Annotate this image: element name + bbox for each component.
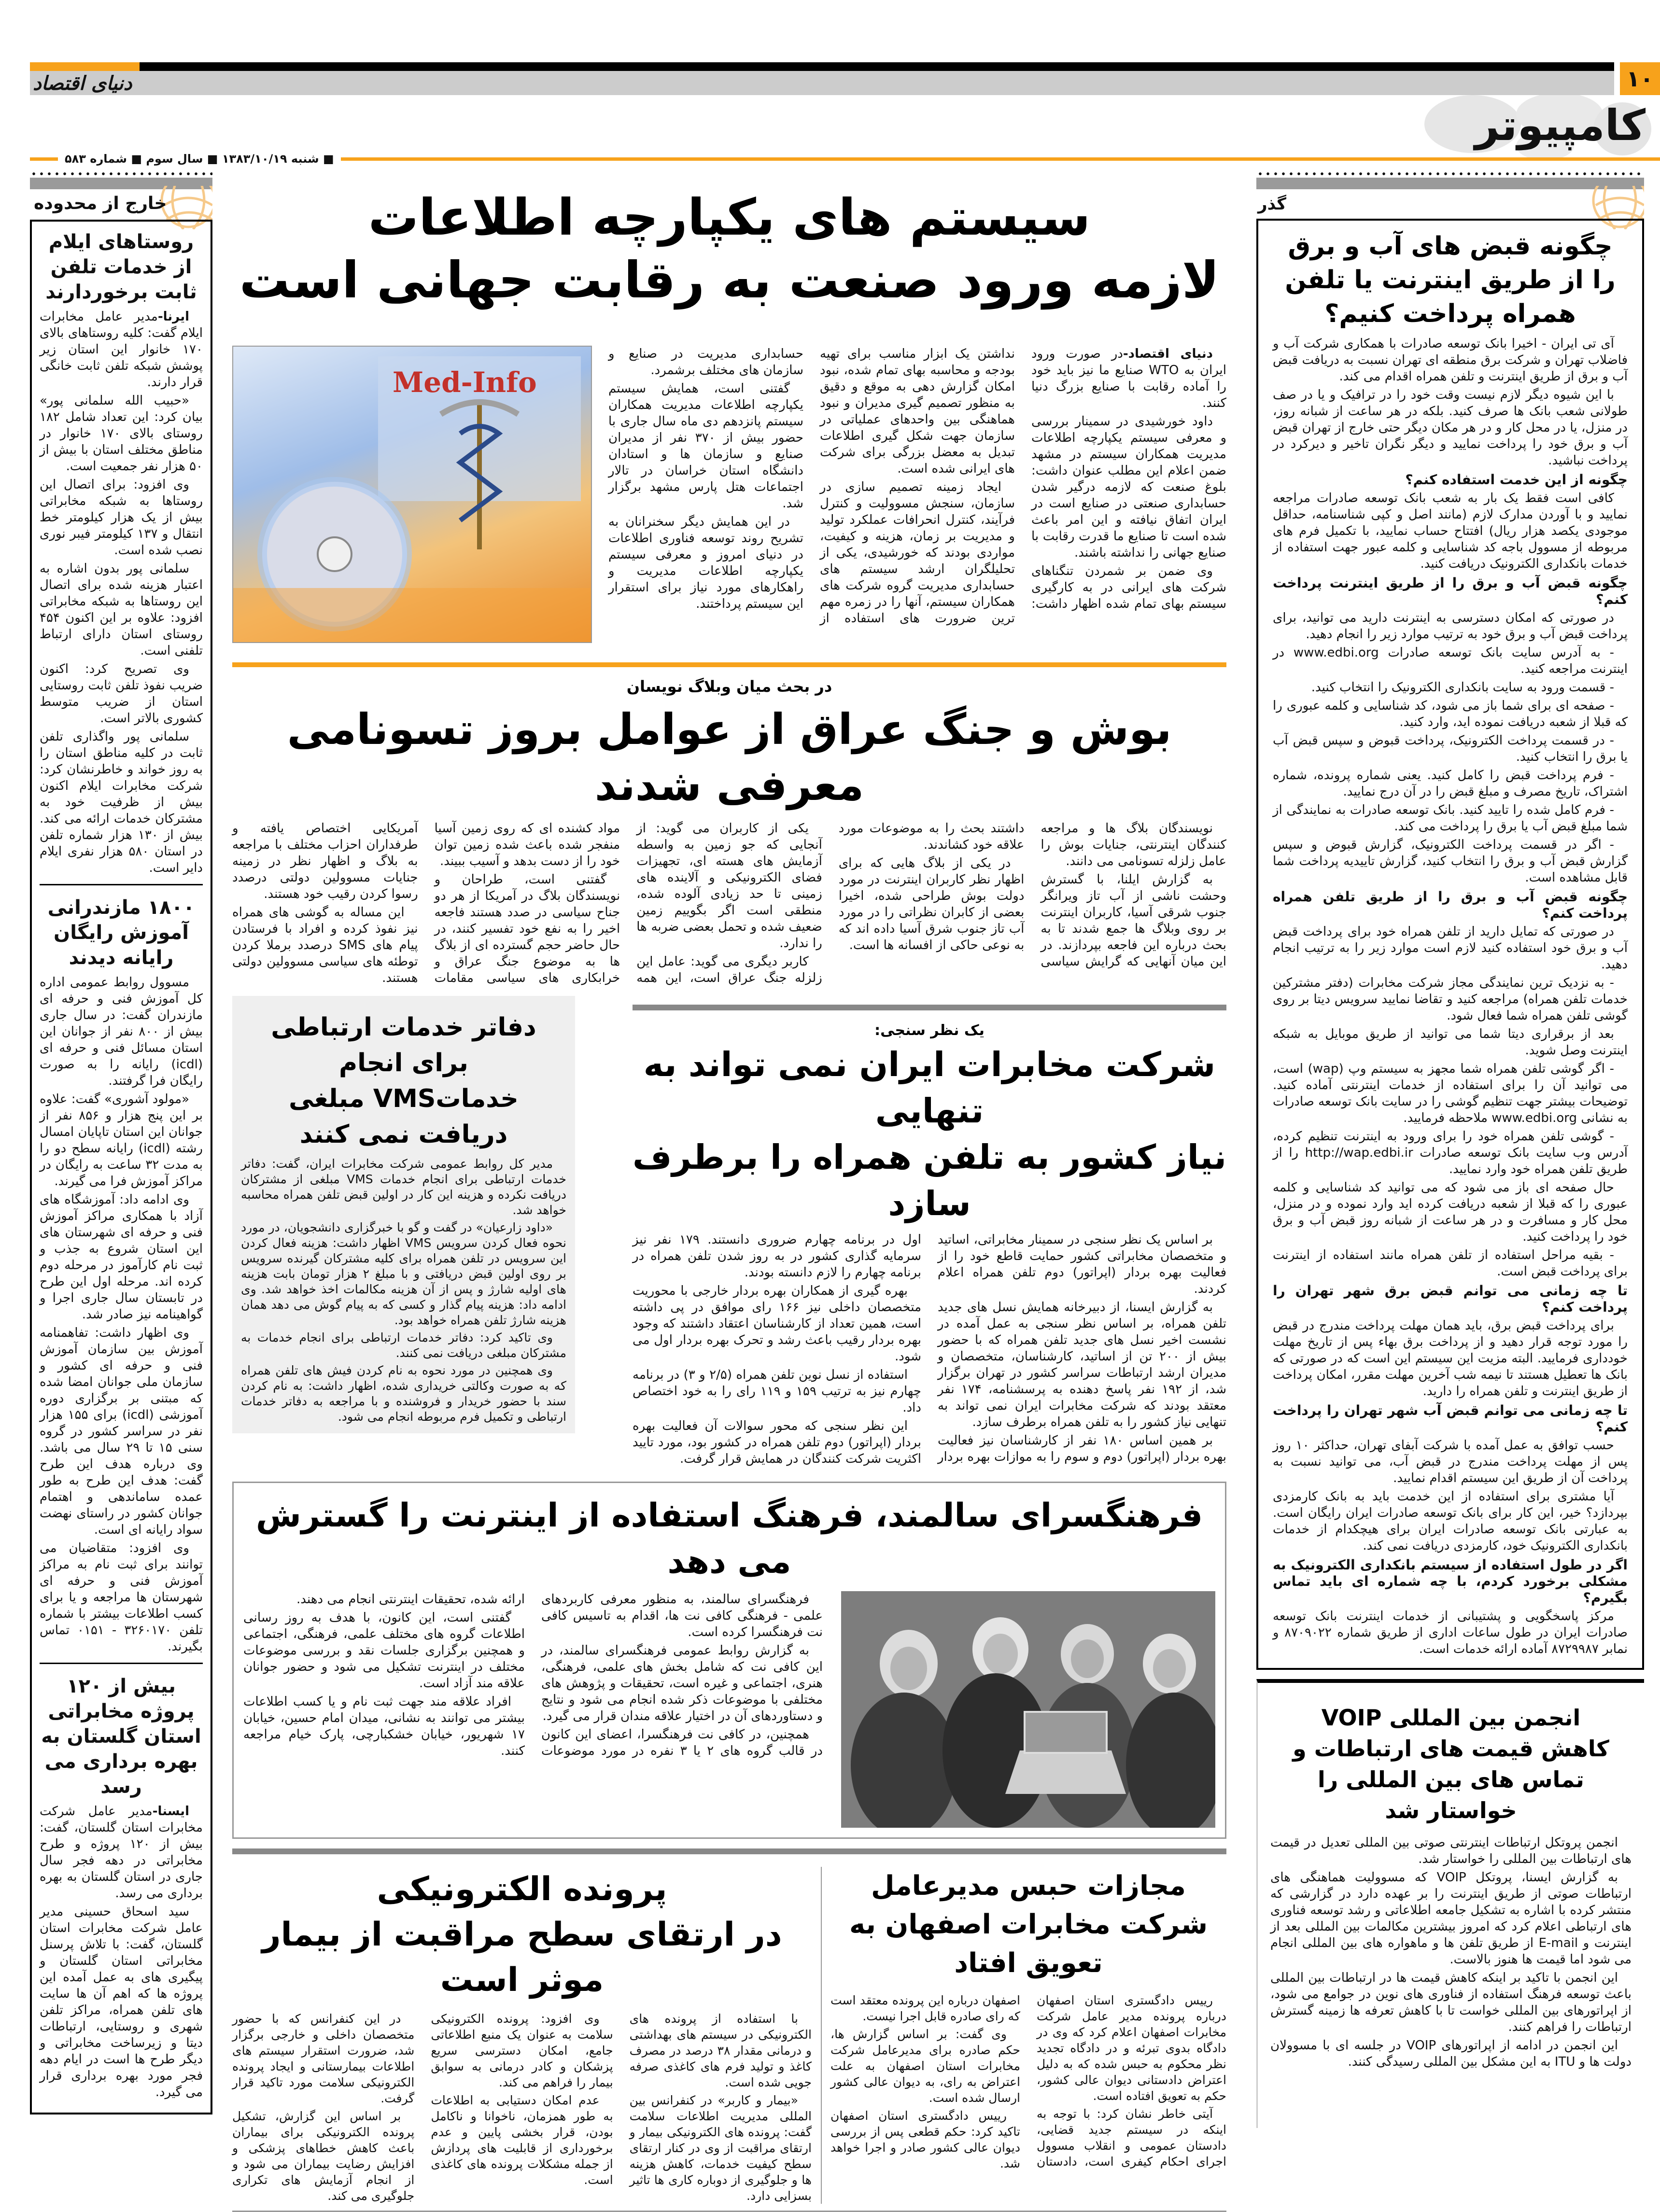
subheading [1273, 472, 1628, 488]
right-column-dotted-rule [1256, 172, 1644, 176]
isfahan-headline-line2: شرکت مخابرات اصفهان به تعویق افتاد [849, 1909, 1208, 1979]
paragraph-text: - به آدرس سایت بانک توسعه صادرات www.edbi.org در اینترنت مراجعه کنید. [1273, 645, 1628, 676]
paragraph-text: در یکی از بلاگ هایی که برای اظهار نظر کاربران اینترنت در مورد دولت بوش طراحی شده، اخیرا بعضی از کابران نظراتی را در مورد آب تاز جنوب شرق آسیا داده اند که به نوعی حاکی از افسانه ها است. [838, 856, 1025, 952]
paragraph-text: سلمانی پور بدون اشاره به اعتبار هزینه شده برای اتصال این روستاها به شبکه مخابراتی افزود: علاوه بر این اکنون ۴۵۴ روستای استان دارای ارتباط تلفنی است. [40, 561, 203, 658]
paragraph [40, 1803, 203, 1902]
paragraph [1273, 610, 1628, 643]
sidebar-story [40, 884, 203, 1655]
subheading [1273, 1283, 1628, 1316]
paragraph-text: بر اساس این گزارش، تشکیل پرونده الکترونیکی برای بیماران باعث کاهش خطاهای پزشکی و افزایش رضایت بیماران می شود و از انجام آزمایش های تکراری جلوگیری می کند. [232, 2109, 415, 2203]
paragraph-text: - در قسمت پرداخت الکترونیک، پرداخت قبوض و سپس قبض آب یا برق را انتخاب کنید. [1273, 733, 1628, 764]
paragraph [1273, 837, 1628, 886]
seniors-photo [841, 1591, 1215, 1828]
paragraph-text: رییس دادگستری استان اصفهان تاکید کرد: حکم قطعی پس از بررسی دیوان عالی کشور صادر و اجرا خواهد شد. [830, 2109, 1020, 2170]
paragraph-text: رییس دادگستری استان اصفهان درباره پرونده مدیر عامل شرکت مخابرات اصفهان اعلام کرد که وی در دادگاه بدوی تبرئه و در دادگاه تجدید نظر محکوم به حبس شده که به دلیل اعتراض دادستانی دیوان عالی کشور، حکم به تعویق افتاده است. [1037, 1993, 1226, 2103]
seniors-headline: فرهنگسرای سالمند، فرهنگ استفاده از اینترنت را گسترش می دهد [255, 1497, 1203, 1581]
subheading [1273, 1557, 1628, 1606]
poll-headline-line1: شرکت مخابرات ایران نمی تواند به تنهایی [643, 1045, 1216, 1131]
isfahan-headline-line1: مجازات حبس مدیرعامل [871, 1870, 1186, 1902]
paragraph-text: آیا مشتری برای استفاده از این خدمت باید به بانک کارمزدی بپردازد؟ خیر، این کار برای بانک توسعه صادرات ایران رایگان است. به عبارتی بانک توسعه صادرات ایران برای هیچکدام از خدمات بانکداری الکترونیک خود، کارمزدی دریافت نمی کند. [1273, 1489, 1628, 1553]
paragraph-text: در صورتی که امکان دسترسی به اینترنت دارید می توانید، برای پرداخت قبض آب و برق خود به ترتیب موارد زیر را انجام دهید. [1273, 611, 1628, 642]
paragraph-text: همچنین، در کافی نت فرهنگسرا، اعضای این کانون در قالب گروه های ۲ یا ۳ نفره در مورد موضوعات ارائه شده، تحقیقات اینترنتی انجام می دهند. [296, 1592, 823, 1758]
paragraph [40, 974, 203, 1089]
paragraph-text: آی تی ایران - اخیرا بانک توسعه صادرات با همکاری شرکت آب و فاضلاب تهران و شرکت برق منطقه ای تهران نسبت به دریافت قبض آب و برق از طریق اینترنت و تلفن همراه اقدام می کند. [1273, 336, 1628, 384]
isfahan-article [830, 1867, 1226, 2204]
paragraph [40, 1325, 203, 1538]
paragraph [1273, 1128, 1628, 1177]
main-story-row [232, 346, 1226, 643]
paragraph [1273, 698, 1628, 730]
paragraph [40, 476, 203, 559]
paragraph-text: در صورتی که تمایل دارید از تلفن همراه خود برای پرداخت قبض آب و برق خود استفاده کنید لازم است موارد زیر را به ترتیب انجام دهید. [1273, 924, 1628, 972]
paragraph [1273, 1061, 1628, 1126]
blog-body [232, 820, 1226, 986]
paragraph-text: «حبیب الله سلمانی پور» بیان کرد: این تعداد شامل ۱۸۲ روستای بالای ۱۷۰ خانوار در مناطق مختلف استان با بیش از ۵۰ هزار نفر جمعیت است. [40, 393, 203, 474]
paragraph [232, 2108, 414, 2204]
paragraph-text: وی افزود: برای اتصال این روستاها به شبکه مخابراتی بیش از یک هزار کیلومتر خط انتقال و ۱۳۷ کیلومتر فیبر نوری نصب شده است. [40, 477, 203, 558]
paragraph [633, 1418, 921, 1467]
paragraph-text: کاربر دیگری می گوید: عامل این زلزله جنگ عراق است، این همه مواد کشنده ای که روی زمین آسیا منفجر شده باعث شده زمین توان خود را از دست بدهد و آسیب ببیند. [434, 821, 822, 985]
main-headline-line2: لازمه ورود صنعت به رقابت جهانی است [239, 251, 1220, 309]
column-divider [821, 1867, 822, 2204]
voip-headline-line1: انجمن بین المللی VOIP [1321, 1705, 1581, 1731]
seniors-article-frame [232, 1482, 1226, 1839]
paragraph-text: «بیمار و کاربر» در کنفرانس بین المللی مدیریت اطلاعات سلامت گفت: پرونده های الکترونیکی بیمار و ارتقای مراقبت از وی در کنار ارتقای سطح کیفیت خدمات، کاهش هزینه ها و جلوگیری از دوباره کاری ها تاثیر بسزایی دارد. [629, 2093, 812, 2203]
paragraph-text: وی اظهار داشت: تفاهمنامه آموزش بین سازمان آموزش فنی و حرفه ای کشور و سازمان ملی جوانان امضا شده که مبتنی بر برگزاری دوره آموزشی (icdl) برای ۱۵۵ هزار نفر در سراسر کشور در گروه سنی ۱۵ تا ۲۹ سال می باشد. وی درباره هدف این طرح گفت: هدف این طرح به طور عمده ساماندهی و اهتمام جوانان کشور در راستای نهضت سواد رایانه ای است. [40, 1326, 203, 1537]
paragraph [938, 1299, 1226, 1430]
ehealth-body [232, 2011, 812, 2204]
sidebar-story-body [40, 1803, 203, 2100]
voip-body [1270, 1834, 1632, 2070]
paragraph-text: وی همچنین در مورد نحوه به نام کردن فیش های تلفن همراه که به صورت وکالتی خریداری شده، اظهار داشت: به نام کردن سند با حضور خریدار و فروشنده و با مراجعه به دفاتر خدمات ارتباطی و تکمیل فرم مربوطه انجام می شود. [241, 1363, 566, 1424]
paragraph [1273, 1488, 1628, 1554]
paragraph [241, 1220, 566, 1328]
paragraph [630, 2092, 812, 2204]
paragraph [1273, 490, 1628, 572]
paragraph [1273, 802, 1628, 835]
seniors-at-laptop-photo [841, 1591, 1215, 1828]
poll-headline-line2: نیاز کشور به تلفن همراه را برطرف سازد [633, 1137, 1226, 1223]
paragraph-text: وی تصریح کرد: اکنون ضریب نفوذ تلفن ثابت روستایی استان از ضریب متوسط کشوری بالاتر است. [40, 662, 203, 726]
sidebar-story [40, 229, 203, 876]
voip-article [1256, 1679, 1644, 2128]
paragraph [241, 1156, 566, 1218]
paragraph [1273, 1247, 1628, 1280]
vms-poll-row [232, 996, 1226, 1467]
paragraph-text: آیتی خاطر نشان کرد: با توجه به اینکه در سیستم جدید قضایی، دادستان عمومی و انقلاب مسوول اجرای احکام کیفری است، دادستان اصفهان درباره این پرونده معتقد است که رای صادره قابل اجرا نیست. [830, 1993, 1226, 2169]
paragraph-text: بر اساس یک نظر سنجی در سمینار مخابراتی، اساتید و متخصصان مخابراتی کشور حمایت قاطع خود را از فعالیت بهره بردار (اپراتور) دوم تلفن همراه اعلام کردند. [938, 1232, 1226, 1296]
section-title: کامپیوتر [1475, 100, 1646, 150]
paragraph-text: چگونه از این خدمت استفاده کنم؟ [1405, 472, 1628, 488]
paragraph [1270, 2037, 1632, 2070]
vms-headline-line1: دفاتر خدمات ارتباطی برای انجام [271, 1013, 536, 1078]
paragraph [40, 308, 203, 391]
paragraph [40, 1191, 203, 1323]
sidebar-story [40, 1663, 203, 2100]
paragraph-text: چگونه قبض آب و برق را از طریق تلفن همراه پرداخت کنم؟ [1273, 889, 1628, 921]
paragraph-text: - اگر در قسمت پرداخت الکترونیک، گزارش قبوض و سپس گزارش قبض آب و برق را انتخاب کنید، گزارش تاییدیه پرداخت شما قابل مشاهده است. [1273, 838, 1628, 885]
sidebar-story-body [40, 308, 203, 876]
paragraph [1273, 1317, 1628, 1400]
paragraph-text: در این همایش دیگر سخنرانان به تشریح روند توسعه فناوری اطلاعات در دنیای امروز و معرفی سیستم یکپارچه اطلاعات مدیریت و راهکارهای مورد نیاز برای استقرار این سیستم پرداختند. [608, 515, 803, 611]
paragraph [1273, 975, 1628, 1024]
poll-kicker: یک نظر سنجی: [874, 1022, 985, 1039]
isfahan-body [830, 1992, 1226, 2171]
paragraph-text: بر همین اساس ۱۸۰ نفر از کارشناسان نیز فعالیت بهره بردار (اپراتور) دوم و سوم را به موازات بهره بردار اول در برنامه چهارم ضروری دانستند. ۱۷۹ نفر نیز سرمایه گذاری کشور در به روز شدن تلفن همراه در برنامه چهارم را لازم دانسته بودند. [633, 1232, 1226, 1464]
bottom-stories-row [232, 1867, 1226, 2204]
paragraph-text: وی ضمن بر شمردن تنگناهای شرکت های ایرانی در به کارگیری سیستم بهای تمام شده اظهار داشت: نداشتن یک ابزار مناسب برای تهیه بودجه و محاسبه بهای تمام شده، نبود امکان گزارش دهی به موقع و دقیق به منظور تصمیم گیری مدیران و نبود هماهنگی بین واحدهای عملیاتی در سازمان جهت شکل گیری اطلاعات تبدیل به معضل بزرگی برای شرکت های ایرانی شده است. [820, 347, 1226, 611]
voip-headline-line2: کاهش قیمت های ارتباطات و تماس های بین المللی را خواستار شد [1293, 1736, 1609, 1823]
page-number: ۱۰ [1626, 66, 1654, 92]
paragraph [938, 1232, 1226, 1297]
paragraph-text: یکی از کاربران می گوید: از آنجایی که جو زمین به واسطه آزمایش های هسته ای، تجهیزات فضای الکترونیکی و آلاینده های زمینی تا حد زیادی آلوده شده، منطقی است اگر بگوییم زمین ضعیف شده و تحمل بعضی ضربه ها را ندارد. [636, 821, 822, 951]
paragraph-text: وی تاکید کرد: دفاتر خدمات ارتباطی برای انجام خدمات به مشترکان مبلغی دریافت نمی کنند. [241, 1330, 566, 1360]
poll-article [633, 996, 1226, 1467]
paragraph-text: وی افزود: متقاضیان می توانند برای ثبت نام به مراکز آموزش فنی و حرفه ای شهرستان ها مراجعه و یا برای کسب اطلاعات بیشتر با شماره تلفن ۳۲۶۰۱۷۰ - ۰۱۵۱ تماس بگیرند. [40, 1541, 203, 1654]
paragraph-text: تا چه زمانی می توانم قبض برق شهر تهران را پرداخت کنم؟ [1273, 1283, 1628, 1315]
paragraph [40, 1091, 203, 1190]
paragraph-text: - فرم پرداخت قبض را کامل کنید. یعنی شماره پرونده، شماره اشتراک، تاریخ مصرف و مبلغ قبض را در آن درج نمایید. [1273, 768, 1628, 799]
paragraph [1273, 1179, 1628, 1245]
paragraph-text: با این شیوه دیگر لازم نیست وقت خود را در ترافیک و یا در صف طولانی شعب بانک ها صرف کنید. بلکه در هر ساعت از شبانه روز، در منزل، یا در محل کار و در هر مکان دیگر حتی خارج از تهران قبض آب و برق خود را پرداخت نمایید و دیگر نگران تاخیر و دیرکرد در پرداخت نباشید. [1273, 388, 1628, 468]
right-column-label: گذر [1258, 195, 1286, 214]
blog-headline: بوش و جنگ عراق از عوامل بروز تسونامی معرفی شدند [287, 704, 1172, 810]
paragraph-text: وی افزود: پرونده الکترونیکی سلامت به عنوان یک منبع اطلاعاتی جامع، امکان دسترسی سریع پزشکان و کادر درمانی به سوابق بیمار را فراهم می کند. [431, 2012, 613, 2089]
paragraph-text: حسب توافق به عمل آمده با شرکت آبفای تهران، حداکثر ۱۰ روز پس از مهلت پرداخت مندرج در قبض آب، می توانید نسبت به پرداخت آن از طریق این سیستم اقدام نمایید. [1273, 1438, 1628, 1485]
main-headline-line1: سیستم های یکپارچه اطلاعات [368, 188, 1091, 247]
paragraph [1031, 346, 1226, 411]
paragraph-text: در این کنفرانس که با حضور متخصصان داخلی و خارجی برگزار شد، ضرورت استقرار سیستم های اطلاعات بیمارستانی و ایجاد پرونده الکترونیکی سلامت مورد تاکید قرار گرفت. [232, 2012, 415, 2105]
paragraph-text: چگونه قبض آب و برق را از طریق اینترنت پرداخت کنم؟ [1273, 575, 1628, 607]
paragraph [830, 2026, 1020, 2106]
news-agency-source: ایسنا- [152, 1804, 189, 1819]
paragraph-text: به گزارش ایسنا، از دبیرخانه همایش نسل های جدید تلفن همراه، بر اساس نظر سنجی به عمل آمده در نشست اخیر نسل های جدید تلفن همراه که با حضور بیش از ۲۰۰ تن از اساتید، کارشناسان، متخصصان و مدیران ارشد ارتباطات سراسر کشور در تهران برگزار شد، از ۱۹۲ نفر پاسخ دهنده به پرسشنامه، ۱۷۴ نفر معتقد بودند که شرکت مخابرات ایران نمی تواند به تنهایی نیاز کشور را به تلفن همراه برطرف سازد. [938, 1300, 1226, 1429]
sidebar-story-headline: روستاهای ایلام از خدمات تلفن ثابت برخوردارند [45, 231, 197, 303]
image-lettering: Med-Info [393, 366, 537, 399]
main-headline [232, 186, 1226, 340]
paragraph-text: به گزارش روابط عمومی فرهنگسرای سالمند، در این کافی نت که شامل بخش های علمی، فرهنگی، هنری، اجتماعی و غیره است، تحقیقات و پژوهش های مختلفی با موضوعات ذکر شده انجام می شود و نتایج و دستاوردهای آن در اختیار علاقه مندان قرار می گیرد. [541, 1643, 823, 1723]
paragraph [232, 2011, 414, 2106]
paragraph-text: وی ادامه داد: آموزشگاه های آزاد با همکاری مراکز آموزش فنی و حرفه ای شهرستان های این استان شروع به جذب و ثبت نام کارآموز در مرحله دوم کرده اند. مرحله اول این طرح در تابستان سال جاری اجرا و گواهینامه نیز صادر شد. [40, 1192, 203, 1322]
paragraph-text: کافی است فقط یک بار به شعب بانک توسعه صادرات مراجعه نمایید و با آوردن مدارک لازم (مانند اصل و کپی شناسنامه، حداقل موجودی یکصد هزار ریال) افتتاح حساب نمایید، با تکمیل فرم های مربوطه از مسوول باجه کد شناسایی و کلمه عبور جهت استفاده از خدمات بانکداری الکترونیک دریافت کنید. [1273, 491, 1628, 571]
paragraph-text: - گوشی تلفن همراه خود را برای ورود به اینترنت تنظیم کرده، آدرس وب سایت بانک توسعه صادرات http://wap.edbi.ir را از طریق تلفن همراه خود وارد نمایید. [1273, 1129, 1628, 1176]
paragraph [232, 904, 418, 986]
ehealth-article [232, 1867, 812, 2204]
sidebar-story-body [40, 974, 203, 1655]
seniors-body [243, 1591, 823, 1760]
vms-headline-line2: خدماتVMS مبلغی دریافت نمی کنند [289, 1084, 519, 1149]
paragraph [243, 1610, 525, 1692]
page-number-box [1620, 62, 1660, 95]
paragraph [40, 1540, 203, 1655]
paragraph-text: گفتنی است، همایش سیستم یکپارچه اطلاعات مدیریت همکاران سیستم پانزدهم دی ماه سال جاری با حضور بیش از ۳۷۰ نفر از مدیران صنایع و سازمان ها و استادان دانشگاه استان خراسان در تالار اجتماعات هتل پارس مشهد برگزار شد. [608, 381, 803, 511]
paragraph [1273, 1608, 1628, 1657]
paragraph-text: حال صفحه ای باز می شود که می توانید کد شناسایی و کلمه عبوری را که قبلا از شعبه دریافت کرده اید وارد نموده و در منزل، محل کار و مسافرت و در هر ساعت از شبانه روز قبض آب و برق خود را پرداخت کنید. [1273, 1180, 1628, 1244]
paragraph-text: مرکز پاسخگویی و پشتیبانی از خدمات اینترنت بانک توسعه صادرات ایران در طول ساعات اداری از طریق شماره ۸۷۰۹۰۲۲ و نمابر ۸۷۲۹۹۸۷ آماده ارائه خدمات است. [1273, 1609, 1628, 1656]
paragraph-text: بهره گیری از همکاران بهره بردار خارجی با محوریت متخصصان داخلی نیز ۱۶۶ رای موافق در پی داشته است، همین تعداد از کارشناسان اعتقاد داشتند که وجود بهره بردار رقیب باعث رشد و تحرک بهره بردار اول می شود. [633, 1284, 922, 1364]
paragraph-text: انجمن پروتکل ارتباطات اینترنتی صوتی بین المللی تعدیل در قیمت های ارتباطات بین المللی را خواستار شد. [1270, 1835, 1632, 1866]
paragraph [1273, 732, 1628, 765]
paragraph-text: بعد از برقراری دیتا شما می توانید از طریق موبایل به شبکه اینترنت وصل شوید. [1273, 1027, 1628, 1058]
paragraph [243, 1694, 525, 1759]
paragraph-text: سلمانی پور واگذاری تلفن ثابت در کلیه مناطق استان را به روز خواند و خاطرنشان کرد: شرکت مخابرات ایلام اکنون بیش از ظرفیت خود به مشترکان خدمات ارائه می کند. بیش از ۱۳۰ هزار شماره تلفن در استان ۵۸۰ هزار نفری ایلام دایر است. [40, 729, 203, 875]
paragraph [839, 855, 1025, 953]
paragraph-text: گفتنی است، طراحان و نویسندگان بلاگ در آمریکا از هر دو جناح سیاسی در صدد هستند فاجعه اخیر را به نفع خود تفسیر کنند، در حال حاضر حجم گسترده ای از بلاگ ها به موضوع جنگ عراق و خرابکاری های سیاسی مقامات آمریکایی اختصاص یافته و طرفداران احزاب مختلف با مراجعه به بلاگ و اظهار نظر در زمینه جنایات مسوولین دولتی درصدد رسوا کردن رقیب خود هستند. [232, 821, 620, 985]
bottom-gray-rule [232, 1848, 1226, 1854]
right-column-gray-bar [1256, 178, 1644, 189]
bills-body [1273, 336, 1628, 1657]
newspaper-logo: دنیای اقتصاد [33, 72, 132, 95]
paragraph-text: این مساله به گوشی های همراه نیز نفوذ کرده و افراد با فرستادن پیام های SMS درصدد برملا کردن توطئه های سیاسی مسوولین دولتی هستند. [232, 905, 418, 985]
paragraph [1041, 820, 1226, 869]
paragraph [636, 820, 822, 952]
paragraph-text: «مولود آشوری» گفت: علاوه بر این پنج هزار و ۸۵۶ نفر از جوانان این استان تاپایان امسال رشته (icdl) رایانه سطح دو را به مدت ۳۲ ساعت به رایگان در مراکز آموزش فرا می گیرند. [40, 1092, 203, 1189]
subheading [1273, 1402, 1628, 1435]
paragraph-text: به گزارش ایلنا، با گسترش وحشت ناشی از آب تاز ویرانگر جنوب شرقی آسیا، کاربران اینترنت بر روی وبلاگ ها جمع شدند تا به بحث درباره این فاجعه بپردازند. در این میان آنهایی که گرایش سیاسی داشتند بحث را به موضوعات مورد علاقه خود کشاندند. [838, 821, 1226, 969]
paragraph-text: فرهنگسرای سالمند، به منظور معرفی کاربردهای علمی - فرهنگی کافی نت ها، اقدام به تاسیس کافی نت فرهنگسرا کرده است. [541, 1592, 823, 1639]
paragraph [541, 1591, 823, 1640]
paragraph [40, 392, 203, 475]
paragraph-text: این انجمن در ادامه از اپراتورهای VOIP در جلسه ای با مسوولان دولت ها و ITU به این مشکل بین المللی رسیدگی کنند. [1270, 2038, 1632, 2069]
subheading [1273, 575, 1628, 608]
poll-gray-rule [633, 1005, 1226, 1010]
paragraph-text: برای پرداخت قبض برق، باید همان مهلت پرداخت مندرج در قبض را مورد توجه قرار دهید و از پرداخت برق بهاء پس از تاریخ مهلت خودداری فرمایید. البته مزیت این سیستم این است که در صورتی که بانک ها تعطیل هستند تا نیمه شب آخرین مهلت مقرر، امکان پرداخت از طریق اینترنت و تلفن همراه را دارید. [1273, 1318, 1628, 1399]
paragraph [1273, 767, 1628, 800]
paragraph-text: مسوول روابط عمومی اداره کل آموزش فنی و حرفه ای مازندران گفت: در سال جاری بیش از ۸۰۰ نفر از جوانان این استان مسائل فنی و حرفه ای (icdl) رایانه را به صورت رایگان فرا گرفتند. [40, 975, 203, 1088]
sidebar-story-headline: بیش از ۱۲۰ پروژه مخابراتی استان گلستان به بهره برداری می رسد [41, 1675, 201, 1798]
blog-kicker: در بحث میان وبلاگ نویسان [626, 677, 832, 696]
sidebar-story-headline: ۱۸۰۰ مازندرانی آموزش رایگان رایانه دیدند [47, 896, 195, 969]
paragraph-text: داود خورشیدی در سمینار بررسی و معرفی سیستم یکپارچه اطلاعات مدیریت همکاران سیستم در مشهد ضمن اعلام این مطلب عنوان داشت: بلوغ صنعت که لازمه درگیر شدن حسابداری صنعتی در صنایع است در ایران اتفاق نیافته و این امر باعث شده است تا صنایع ما قدرت رقابت با صنایع جهانی را نداشته باشند. [1031, 414, 1226, 560]
left-column-stories [40, 229, 203, 2100]
paragraph-text: سید اسحاق حسینی مدیر عامل شرکت مخابرات استان گلستان، گفت: با تلاش پرسنل مخابراتی استان گلستان و پیگیری های به عمل آمده این پروژه ها که اهم آن ها سایت های تلفن همراه، مراکز تلفن شهری و روستایی، ارتباطات دیتا و زیرساخت مخابراتی و دیگر طرح ها است در ایام دهه فجر مورد بهره برداری قرار می گیرد. [40, 1904, 203, 2100]
subheading [1273, 889, 1628, 922]
section-orange-rule [232, 662, 1226, 667]
left-column-label: خارج از محدوده [34, 194, 167, 213]
paragraph [541, 1642, 823, 1724]
paragraph-text: - قسمت ورود به سایت بانکداری الکترونیک را انتخاب کنید. [1311, 680, 1614, 695]
paragraph-text: - بقیه مراحل استفاده از تلفن همراه مانند استفاده از اینترنت برای پرداخت قبض است. [1273, 1248, 1628, 1279]
right-column-stack [1256, 219, 1644, 2128]
paragraph-text: - به نزدیک ترین نمایندگی مجاز شرکت مخابرات (دفتر مشترکین خدمات تلفن همراه) مراجعه کنید و تقاضا نمایید سرویس دیتا بر روی گوشی تلفن همراه شما فعال شود. [1273, 976, 1628, 1023]
bills-headline: چگونه قبض های آب و برق را از طریق اینترنت یا تلفن همراه پرداخت کنیم؟ [1285, 232, 1616, 328]
paragraph [1273, 644, 1628, 677]
left-column-dotted-rule [30, 172, 212, 176]
paragraph [40, 661, 203, 727]
paragraph [630, 2011, 812, 2090]
paragraph-text: افراد علاقه مند جهت ثبت نام و یا کسب اطلاعات بیشتر می توانند به نشانی، میدان امام حسین، خیابان ۱۷ شهریور، خیابان خشکبارچی، پارک خیام مراجعه کنند. [243, 1694, 525, 1758]
paragraph-text: اگر در طول استفاده از سیستم بانکداری الکترونیک به مشکلی برخورد کردم، با چه شماره ای باید تماس بگیرم؟ [1273, 1557, 1628, 1606]
paragraph-text: - اگر گوشی تلفن همراه شما مجهز به سیستم وپ (wap) است، می توانید آن را برای استفاده از خدمات اینترنتی آماده کنید. توضیحات بیشتر جهت تنظیم گوشی را در سایت بانک توسعه صادرات به نشانی www.edbi.org ملاحظه فرمایید. [1273, 1062, 1628, 1125]
paragraph [1037, 1992, 1226, 2104]
paragraph [633, 1367, 921, 1416]
paragraph-text: «داود زارعیان» در گفت و گو با خبرگزاری دانشجویان، در مورد نحوه فعال کردن سرویس VMS اظهار داشت: هزینه فعال کردن این سرویس در تلفن همراه برای کلیه مشترکان گیرنده سرویس بر روی اولین قبض دریافتی و با مبلغ ۲ هزار تومان بابت هزینه های اولیه شارژ و پس از آن هزینه مکالمات اخذ خواهد شد. وی ادامه داد: هزینه پیام گذار و کسی که به پیام گوش می دهد همان هزینه شارژ تلفن همراه خواهد بود. [241, 1220, 566, 1327]
paragraph [1273, 336, 1628, 385]
vms-body [241, 1156, 566, 1425]
paragraph-text: گفتنی است، این کانون، با هدف به روز رسانی اطلاعات گروه های مختلف علمی، فرهنگی، اجتماعی و همچنین برگزاری جلسات نقد و بررسی موضوعات مختلف در اینترنت تشکیل می شود و حضور جوانان علاقه مند آزاد است. [243, 1610, 525, 1691]
paragraph [241, 1363, 566, 1425]
paragraph [241, 1330, 566, 1361]
paragraph-text: وی گفت: بر اساس گزارش ها، حکم صادره برای مدیرعامل شرکت مخابرات استان اصفهان به علت اعتراض به رای، به دیوان عالی کشور ارسال شده است. [830, 2027, 1020, 2105]
main-story-image [232, 346, 592, 643]
paragraph-text: نویسندگان بلاگ ها و مراجعه کنندگان اینترنتی، جنایات بوش را عامل زلزله تسونامی می دانند. [1041, 821, 1226, 868]
header-black-bar [140, 62, 1614, 71]
paragraph-text: ایجاد زمینه تصمیم سازی در سازمان، سنجش مسوولیت و کنترل فرآیند، کنترل انحرافات عملکرد تولید و مدیریت بر زمان، هزینه و کیفیت، مواردی بودند که خورشیدی، یکی از تحلیلگران ارشد سیستم های حسابداری مدیریت گروه شرکت های همکاران سیستم، آنها را در زمره مهم ترین ضرورت های استفاده از حسابداری مدیریت در صنایع و سازمان های مختلف برشمرد. [608, 347, 1015, 626]
seniors-row [243, 1591, 1215, 1828]
ehealth-headline-line1: پرونده الکترونیکی [377, 1870, 667, 1908]
paragraph [608, 514, 803, 612]
date-line: ■ شنبه ۱۳۸۳/۱۰/۱۹ ■ سال سوم ■ شماره ۵۸۳ [58, 150, 341, 168]
left-column-box [30, 220, 212, 2114]
paragraph-text: در صورت ورود ایران به WTO صنایع ما نیز باید خود را آماده رقابت با صنایع بزرگ دنیا کنند. [1031, 347, 1226, 410]
paragraph [1270, 1834, 1632, 1867]
paragraph-text: به گزارش ایسنا، پروتکل VOIP که مسوولیت هماهنگی های ارتباطات صوتی از طریق اینترنت را بر عهده دارد در گزارشی که منتشر کرده با اشاره به تشکیل جامعه اطلاعاتی و رشد توسعه فناوری های ارتباطی اعلام کرد که امروز بیشترین مکالمات بین المللی بعد از اینترنت و E-mail از طریق تلفن ها و ماهواره های بین المللی انجام می شود اما قیمت ها هنوز بالاست. [1270, 1870, 1632, 1967]
main-story-body [608, 346, 1226, 643]
paragraph [40, 1904, 203, 2100]
paragraph-text: مدیر عامل شرکت مخابرات استان گلستان، گفت: بیش از ۱۲۰ پروژه و طرح مخابراتی در دهه فجر سال جاری در استان گلستان به بهره برداری می رسد. [40, 1804, 203, 1901]
paragraph-text: این انجمن با تاکید بر اینکه کاهش قیمت ها در ارتباطات بین المللی باعث توسعه فرهنگ استفاده از فناوری های نوین در جوامع می شود، از اپراتورهای بین المللی خواست تا با کاهش تعرفه ها زمینه گسترش ارتباطات را فراهم کنند. [1270, 1971, 1632, 2034]
paragraph [431, 2011, 613, 2090]
paragraph [830, 2108, 1020, 2171]
vms-article-box [232, 996, 575, 1433]
paragraph-text: مدیر عامل مخابرات ایلام گفت: کلیه روستاهای بالای ۱۷۰ خانوار این استان زیر پوشش شبکه تلفن ثابت خانگی قرار دارند. [40, 309, 203, 390]
paragraph-text: - صفحه ای برای شما باز می شود، کد شناسایی و کلمه عبوری را که قبلا از شعبه دریافت نموده اید، وارد کنید. [1273, 699, 1628, 729]
poll-body [633, 1232, 1226, 1467]
paragraph [1270, 1970, 1632, 2035]
paragraph [1273, 1026, 1628, 1059]
paragraph [1031, 413, 1226, 561]
paragraph [1273, 924, 1628, 973]
ehealth-headline-line2: در ارتقای سطح مراقبت از بیمار موثر است [262, 1916, 782, 1999]
paragraph [40, 728, 203, 876]
paragraph [40, 560, 203, 659]
paragraph-text: - فرم کامل شده را تایید کنید. بانک توسعه صادرات به نمایندگی از شما مبلغ قبض آب یا برق را پرداخت می کند. [1273, 803, 1628, 834]
paragraph-text: مدیر کل روابط عمومی شرکت مخابرات ایران، گفت: دفاتر خدمات ارتباطی برای انجام خدمات VMS مبلغی از مشترکان دریافت نکرده و هزینه این کار در اولین قبض تلفن همراه محاسبه خواهد شد. [241, 1157, 566, 1217]
paragraph-text: تا چه زمانی می توانم قبض آب شهر تهران را پرداخت کنم؟ [1273, 1402, 1628, 1435]
news-agency-source: ایرنا- [157, 309, 189, 324]
paragraph-text: عدم امکان دستیابی به اطلاعات به طور همزمان، ناخوانا و ناکامل بودن، قرار بخشی پایین و عدم برخورداری از قابلیت های پردازش از جمله مشکلات پرونده های کاغذی است. [431, 2093, 613, 2187]
paragraph [1270, 1869, 1632, 1968]
paragraph-text: استفاده از نسل نوین تلفن همراه (۲/۵ و ۳) در برنامه چهارم نیز به ترتیب ۱۵۹ و ۱۱۹ رای را به خود اختصاص داد. [633, 1368, 921, 1415]
paragraph [608, 380, 803, 512]
paragraph [1273, 1437, 1628, 1486]
header-gray-band [30, 71, 1614, 95]
center-content [232, 186, 1226, 2212]
paragraph [633, 1283, 921, 1365]
paragraph-text: با استفاده از پرونده های الکترونیکی در سیستم های بهداشتی و درمانی مقدار ۳۸ درصد در مصرف کاغذ و تولید فرم های کاغذی صرفه جویی شده است. [629, 2012, 812, 2089]
paragraph-text: این نظر سنجی که محور سوالات آن فعالیت بهره بردار (اپراتور) دوم تلفن همراه در کشور بود، مورد تایید اکثریت شرکت کنندگان در همایش قرار گرفت. [633, 1419, 921, 1466]
bills-article-box [1256, 219, 1644, 1670]
paragraph [1273, 679, 1628, 696]
paragraph [431, 2092, 613, 2188]
news-agency-source: دنیای اقتصاد- [1123, 347, 1213, 361]
paragraph [1273, 387, 1628, 469]
